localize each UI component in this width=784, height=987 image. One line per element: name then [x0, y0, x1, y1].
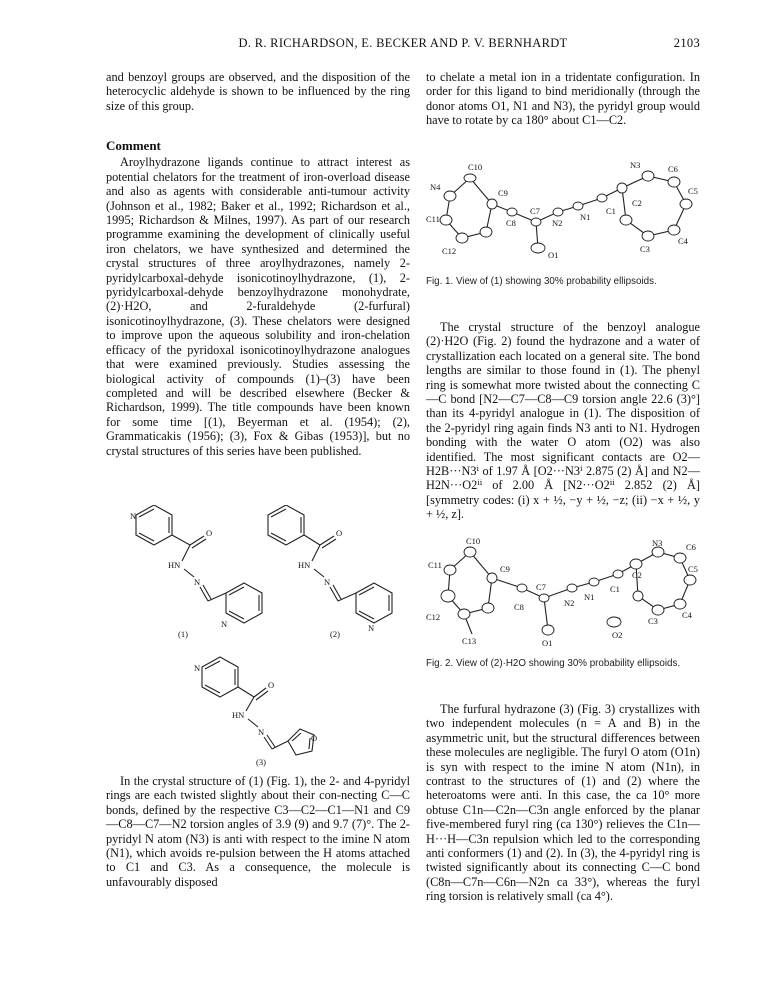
c3-imine-n: N: [258, 727, 265, 737]
fig2-label-c12: C12: [426, 612, 441, 622]
fig1-label-c3: C3: [640, 244, 650, 254]
c1-imine-n: N: [194, 577, 201, 587]
c1-pyridyl-n: N: [221, 619, 228, 629]
intro-paragraph: and benzoyl groups are observed, and the disposition of the heterocyclic aldehyde is shown to be influenced by the ring size of this group.: [106, 70, 410, 113]
left-column-bottom: [106, 774, 410, 889]
fig1-label-c1: C1: [606, 206, 616, 216]
fig2-label-c10: C10: [466, 538, 481, 546]
right-column-middle: [426, 320, 700, 522]
fig1-label-c10: C10: [468, 162, 483, 172]
chemical-scheme: [106, 505, 410, 767]
comment-paragraph: Aroylhydrazone ligands continue to attract interest as potential chelators for the treatment of iron-overload disease and also as agents with considerable anti-tumour activity (Johnson et al., 1982; Baker et al., 1992; Richardson et al., 1995; Richardson & Milnes, 1997). As part of our research programme examining the development of clinically useful iron chelators, we have synthesized and determined the crystal structures of three aroylhydrazones, namely 2-pyridylcarboxal-dehyde isonicotinoylhydrazone, (1), 2-pyridylcarboxal-dehyde benzoylhydrazone monohydrate, (2)·H2O, and 2-furaldehyde (2-furfural) isonicotinoylhydrazone, (3). These chelators were designed to improve upon the aqueous solubility and iron-chelation efficacy of the pyridoxal isonicotinoylhydrazone analogues that were examined previously. Studies assessing the biological activity of compounds (1)–(3) have been completed and will be described elsewhere (Becker & Richardson, 1999). The title compounds have been known for some time [(1), Beyerman et al. (1954); (2), Grammaticakis (1956); (3), Fox & Gibas (1953)], but no crystal structures of this series have been published.: [106, 155, 410, 458]
c2-carbonyl-o: O: [336, 528, 343, 538]
furfural-hydrazone-paragraph: The furfural hydrazone (3) (Fig. 3) crystallizes with two independent molecules (n = A and B) in the asymmetric unit, but the structural differences between these molecules are negligible. The furyl O atom (O1n) is syn with respect to the imine N atom (N1n), in contrast to the structures of (1) and (2) where the heteroatoms were anti. In this case, the ca 10° more obtuse C1n—C2n—C3n angle enforced by the planar five-membered furyl ring (ca 130°) relieves the C1n—H···H—C3n repulsion which led to the corresponding anti conformers (1) and (2). In (3), the 4-pyridyl ring is twisted significantly about its connecting C—C bond (C8n—C7n—C6n—N2n ca 33°), whereas the furyl ring torsion is relatively small (ca 4°).: [426, 702, 700, 904]
fig1-label-c8: C8: [506, 218, 516, 228]
c1-hn: HN: [168, 560, 181, 570]
fig2-label-c3: C3: [648, 616, 658, 626]
c3-carbonyl-o: O: [268, 680, 275, 690]
fig1-atom-ellipsoids: [440, 171, 692, 253]
compound-2-structure: [268, 505, 392, 639]
fig1-label-c7: C7: [530, 206, 540, 216]
fig1-label-c4: C4: [678, 236, 688, 246]
fig2-label-c6: C6: [686, 542, 696, 552]
fig2-label-n2: N2: [564, 598, 575, 608]
fig1-label-c2: C2: [632, 198, 642, 208]
fig1-label-c11: C11: [426, 214, 440, 224]
comment-heading: Comment: [106, 138, 161, 153]
comment-section: [106, 139, 410, 458]
c3-hn: HN: [232, 710, 245, 720]
fig1-label-n3: N3: [630, 160, 641, 170]
fig2-label-c11: C11: [428, 560, 442, 570]
fig2-label-c9: C9: [500, 564, 510, 574]
fig2-label-o2: O2: [612, 630, 623, 640]
fig1-label-c5: C5: [688, 186, 698, 196]
running-header-authors: D. R. RICHARDSON, E. BECKER AND P. V. BERNHARDT: [238, 36, 568, 50]
running-header: [106, 36, 700, 52]
fig1-label-n1: N1: [580, 212, 591, 222]
fig1-label-c6: C6: [668, 164, 678, 174]
fig1-discussion-paragraph: In the crystal structure of (1) (Fig. 1), the 2- and 4-pyridyl rings are each twisted slightly about their con-necting C—C bonds, defined by the respective C3—C2—C1—N1 and C9—C8—C7—N2 torsion angles of 3.9 (9) and 9.7 (7)°. The 2-pyridyl N atom (N3) is anti with respect to the imine N atom (N1), which avoids re-pulsion between the H atoms attached to C1 and C3. As a consequence, the molecule is unfavourably disposed: [106, 774, 410, 889]
left-column-intro: [106, 70, 410, 113]
fig2-label-c8: C8: [514, 602, 524, 612]
figure-2-ortep: [426, 538, 700, 650]
fig1-label-c12: C12: [442, 246, 457, 256]
compound-1-structure: [130, 505, 262, 639]
compound-3-structure: [194, 657, 317, 767]
c1-carbonyl-o: O: [206, 528, 213, 538]
c3-pyridine-n: N: [194, 663, 201, 673]
figure-1-caption: Fig. 1. View of (1) showing 30% probability ellipsoids.: [426, 276, 657, 287]
continued-paragraph: to chelate a metal ion in a tridentate configuration. In order for this ligand to bind meridionally (through the donor atoms O1, N1 and N3), the pyridyl group would have to rotate by ca 180° about C1—C2.: [426, 70, 700, 128]
fig2-label-c5: C5: [688, 564, 698, 574]
fig2-label-c1: C1: [610, 584, 620, 594]
fig1-label-o1: O1: [548, 250, 559, 260]
benzoyl-analogue-paragraph: The crystal structure of the benzoyl analogue (2)·H2O (Fig. 2) found the hydrazone and a water of crystallization each located on a general site. The bond lengths are similar to those found in (1). The phenyl ring is somewhat more twisted about the connecting C—C bond [N2—C7—C8—C9 torsion angle 22.6 (3)°] than its 4-pyridyl analogue in (1). The disposition of the 2-pyridyl ring again finds N3 anti to N1. Hydrogen bonding with the water O atom (O2) was also identified. The most significant contacts are O2—H2B···N3ⁱ of 1.97 Å [O2···N3ⁱ 2.875 (2) Å] and N2—H2N···O2ⁱⁱ of 2.00 Å [N2···O2ⁱⁱ 2.852 (2) Å] [symmetry codes: (i) x + ½, −y + ½, −z; (ii) −x + ½, y + ½, z].: [426, 320, 700, 522]
fig2-label-n3: N3: [652, 538, 663, 548]
c3-furyl-o: O: [311, 733, 318, 743]
figure-2-caption: Fig. 2. View of (2)·H2O showing 30% probability ellipsoids.: [426, 658, 681, 669]
compound-1-label: (1): [178, 629, 188, 639]
fig1-label-n4: N4: [430, 182, 441, 192]
fig2-label-c2: C2: [632, 570, 642, 580]
fig2-label-c13: C13: [462, 636, 477, 646]
right-column-top: [426, 70, 700, 128]
c2-pyridyl-n: N: [368, 623, 375, 633]
page-number: 2103: [673, 36, 700, 50]
fig2-label-n1: N1: [584, 592, 595, 602]
right-column-bottom: [426, 702, 700, 904]
figure-1-ortep: [426, 160, 700, 268]
compound-2-label: (2): [330, 629, 340, 639]
compound-3-label: (3): [256, 757, 266, 767]
c2-hn: HN: [298, 560, 311, 570]
fig1-label-n2: N2: [552, 218, 563, 228]
c2-imine-n: N: [324, 577, 331, 587]
fig2-label-c4: C4: [682, 610, 692, 620]
fig2-label-o1: O1: [542, 638, 553, 648]
fig2-label-c7: C7: [536, 582, 546, 592]
c1-pyridine-n: N: [130, 511, 137, 521]
fig1-label-c9: C9: [498, 188, 508, 198]
